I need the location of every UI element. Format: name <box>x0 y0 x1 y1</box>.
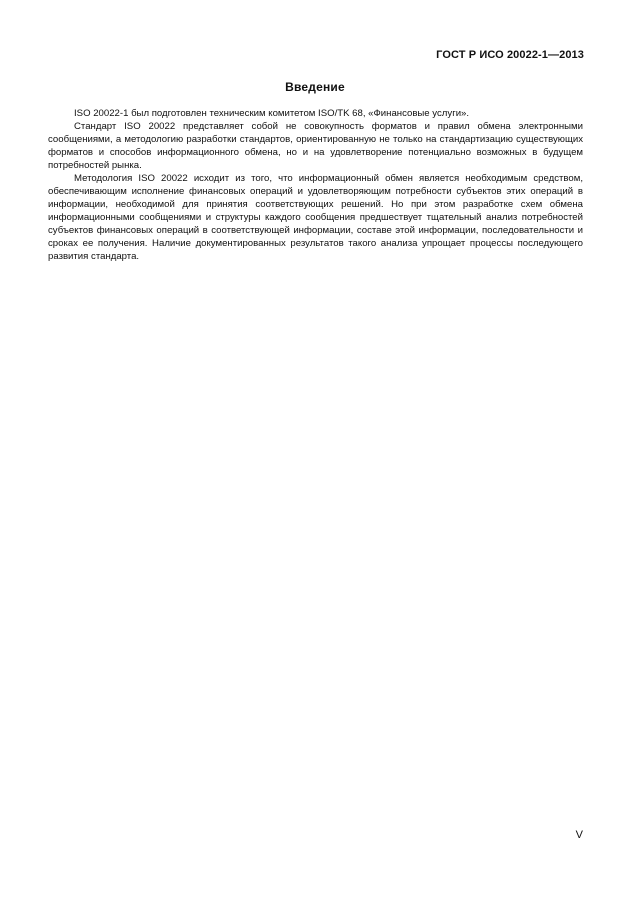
section-title: Введение <box>285 80 345 94</box>
document-code: ГОСТ Р ИСО 20022-1—2013 <box>436 49 584 61</box>
page-number: V <box>575 829 583 841</box>
paragraph-2: Стандарт ISO 20022 представляет собой не совокупность форматов и правил обмена электронными сообщениями, а методологию разработки стандартов, ориентированную не только на стандартизацию существующих форматов и способов информационного обмена, но и на удовлетворение потенциально возможных в будущем потребностей рынка. <box>48 121 583 171</box>
section-body <box>48 107 583 263</box>
paragraph-1: ISO 20022-1 был подготовлен техническим комитетом ISO/TK 68, «Финансовые услуги». <box>74 108 470 119</box>
paragraph-3: Методология ISO 20022 исходит из того, что информационный обмен является необходимым средством, обеспечивающим исполнение финансовых операций и удовлетворяющим потребности субъектов этих операций в информации, необходимой для принятия соответствующих решений. Но при этом разработке схем обмена информационными сообщениями и структуры каждого сообщения предшествует тщательный анализ потребностей субъектов финансовых операций в соответствующей информации, составе этой информации, последовательности и сроках ее получения. Наличие документированных результатов такого анализа упрощает процессы последующего развития стандарта. <box>48 173 583 262</box>
